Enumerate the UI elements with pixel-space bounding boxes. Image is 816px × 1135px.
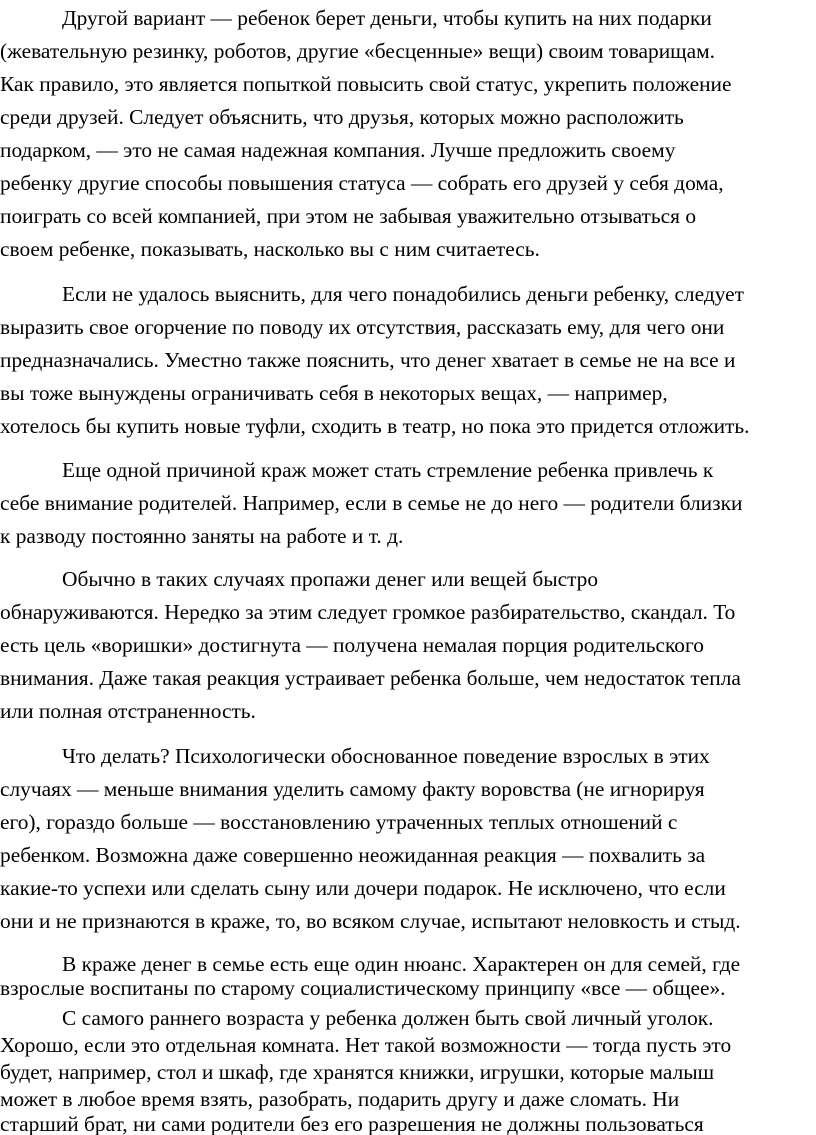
paragraph-5-line-4: ребенком. Возможна даже совершенно неожиданная реакция — похвалить за xyxy=(0,843,706,867)
paragraph-1-line-7: поиграть со всей компанией, при этом не забывая уважительно отзываться о xyxy=(0,204,697,228)
paragraph-1-line-4: среди друзей. Следует объяснить, что друзья, которых можно расположить xyxy=(0,105,684,129)
paragraph-3-line-3: к разводу постоянно заняты на работе и т. д. xyxy=(0,524,404,548)
paragraph-4-line-2: обнаруживаются. Нередко за этим следует громкое разбирательство, скандал. То xyxy=(0,600,736,624)
paragraph-2-line-3: предназначались. Уместно также пояснить, что денег хватает в семье не на все и xyxy=(0,348,736,372)
paragraph-5-line-6: они и не признаются в краже, то, во всяком случае, испытают неловкость и стыд. xyxy=(0,909,741,933)
paragraph-5-line-2: случаях — меньше внимания уделить самому факту воровства (не игнорируя xyxy=(0,777,705,801)
paragraph-2-line-5: хотелось бы купить новые туфли, сходить в театр, но пока это придется отложить. xyxy=(0,414,750,438)
paragraph-4-line-4: внимания. Даже такая реакция устраивает ребенка больше, чем недостаток тепла xyxy=(0,666,741,690)
paragraph-2-line-1: Если не удалось выяснить, для чего понадобились деньги ребенку, следует xyxy=(62,282,744,306)
paragraph-3-line-1: Еще одной причиной краж может стать стремление ребенка привлечь к xyxy=(62,458,714,482)
paragraph-7-line-5: старший брат, ни сами родители без его разрешения не должны пользоваться xyxy=(0,1112,704,1135)
paragraph-5-line-1: Что делать? Психологически обоснованное поведение взрослых в этих xyxy=(62,744,710,768)
paragraph-7-line-4: может в любое время взять, разобрать, подарить другу и даже сломать. Ни xyxy=(0,1087,680,1111)
paragraph-6-line-2: взрослые воспитаны по старому социалистическому принципу «все — общее». xyxy=(0,976,726,1000)
paragraph-3-line-2: себе внимание родителей. Например, если в семье не до него — родители близки xyxy=(0,491,743,515)
paragraph-7-line-3: будет, например, стол и шкаф, где хранятся книжки, игрушки, которые малыш xyxy=(0,1060,715,1084)
paragraph-4-line-1: Обычно в таких случаях пропажи денег или вещей быстро xyxy=(62,567,599,591)
paragraph-1-line-1: Другой вариант — ребенок берет деньги, чтобы купить на них подарки xyxy=(62,6,712,30)
paragraph-5-line-3: его), гораздо больше — восстановлению утраченных теплых отношений с xyxy=(0,810,678,834)
paragraph-1-line-2: (жевательную резинку, роботов, другие «бесценные» вещи) своим товарищам. xyxy=(0,39,716,63)
paragraph-5-line-5: какие-то успехи или сделать сыну или дочери подарок. Не исключено, что если xyxy=(0,876,726,900)
paragraph-6-line-1: В краже денег в семье есть еще один нюанс. Характерен он для семей, где xyxy=(62,952,741,976)
paragraph-4-line-3: есть цель «воришки» достигнута — получена немалая порция родительского xyxy=(0,633,704,657)
paragraph-4-line-5: или полная отстраненность. xyxy=(0,699,256,723)
paragraph-2-line-2: выразить свое огорчение по поводу их отсутствия, рассказать ему, для чего они xyxy=(0,315,725,339)
paragraph-1-line-3: Как правило, это является попыткой повысить свой статус, укрепить положение xyxy=(0,72,732,96)
paragraph-2-line-4: вы тоже вынуждены ограничивать себя в некоторых вещах, — например, xyxy=(0,381,668,405)
paragraph-1-line-5: подарком, — это не самая надежная компания. Лучше предложить своему xyxy=(0,138,676,162)
paragraph-7-line-2: Хорошо, если это отдельная комната. Нет такой возможности — тогда пусть это xyxy=(0,1033,732,1057)
paragraph-7-line-1: С самого раннего возраста у ребенка должен быть свой личный уголок. xyxy=(62,1006,714,1030)
paragraph-1-line-8: своем ребенке, показывать, насколько вы с ним считаетесь. xyxy=(0,237,540,261)
paragraph-1-line-6: ребенку другие способы повышения статуса — собрать его друзей у себя дома, xyxy=(0,171,724,195)
